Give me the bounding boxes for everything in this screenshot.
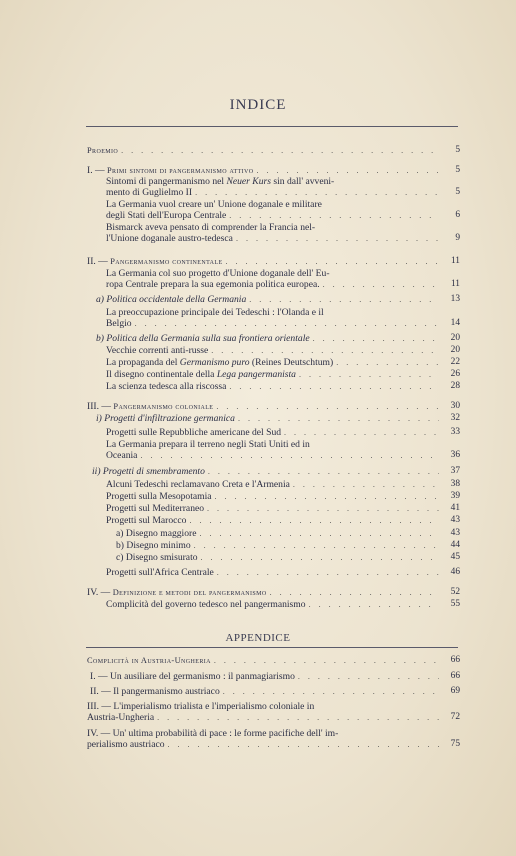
toc-section-3: III. — Pangermanismo coloniale . . . 30 [87,401,460,412]
toc-entry: mento di Guglielmo II . . . 5 [106,187,460,198]
toc-entry: perialismo austriaco . . . 75 [87,739,460,750]
toc-subsection: i) Progetti d'infiltrazione germanica . . . 32 [96,413,460,424]
toc-entry: Progetti sul Marocco . . . 43 [106,515,460,526]
toc-entry-line: IV. — Un' ultima probabilità di pace : le forme pacifiche dell' im- [87,728,339,739]
toc-appendix-heading: Complicità in Austria-Ungheria . . . 66 [87,655,460,666]
toc-entry: La scienza tedesca alla riscossa . . . 28 [106,381,460,392]
toc-entry: Progetti sulle Repubbliche americane del Sud . . . 33 [106,427,460,438]
toc-entry: c) Disegno smisurato . . . 45 [116,552,460,563]
toc-entry-line: Bismarck aveva pensato di comprender la Francia nel- [106,222,316,233]
toc-subsection: b) Politica della Germania sulla sua frontiera orientale . . . 20 [96,333,460,344]
toc-entry: b) Disegno minimo . . . 44 [116,540,460,551]
toc-entry-line: Sintomi di pangermanismo nel Neuer Kurs sin dall' avveni- [106,176,335,187]
toc-entry-line: La Germania vuol creare un' Unione doganale e militare [106,199,322,210]
toc-entry-line: La preoccupazione principale dei Tedeschi : l'Olanda e il [106,307,324,318]
toc-entry-line: La Germania prepara il terreno negli Stati Uniti ed in [106,439,310,450]
toc-entry-proemio: Proemio . . . 5 [87,145,460,156]
toc-entry: l'Unione doganale austro-tedesca . . . 9 [106,233,460,244]
toc-entry: degli Stati dell'Europa Centrale . . . 6 [106,210,460,221]
toc-section-1: I. — Primi sintomi di pangermanismo attivo . . . 5 [87,165,460,176]
toc-section-4: IV. — Definizione e metodi del pangermanismo . . . 52 [87,587,460,598]
toc-entry: Progetti sull'Africa Centrale . . . 46 [106,567,460,578]
toc-entry: Oceania . . . 36 [106,450,460,461]
toc-section-2: II. — Pangermanismo continentale . . . 11 [87,256,460,267]
appendix-rule [86,647,458,648]
toc-entry: I. — Un ausiliare del germanismo : il panmagiarismo . . . 66 [90,671,460,682]
toc-entry: La propaganda del Germanismo puro (Reines Deutschtum) . . . 22 [106,357,460,368]
toc-entry: Complicità del governo tedesco nel pangermanismo . . . 55 [106,599,460,610]
toc-entry: II. — Il pangermanismo austriaco . . . 69 [90,686,460,697]
page-title: INDICE [229,97,287,113]
toc-entry: Progetti sulla Mesopotamia . . . 39 [106,491,460,502]
toc-entry: Austria-Ungheria . . . 72 [87,712,460,723]
toc-entry-line: La Germania col suo progetto d'Unione doganale dell' Eu- [106,268,330,279]
toc-entry: Progetti sul Mediterraneo . . . 41 [106,503,460,514]
toc-entry: Belgio . . . 14 [106,318,460,329]
toc-subsection: a) Politica occidentale della Germania . . . 13 [96,294,460,305]
toc-subsection: ii) Progetti di smembramento . . . 37 [92,466,460,477]
toc-entry: Vecchie correnti anti-russe . . . 20 [106,345,460,356]
toc-entry-line: III. — L'imperialismo trialista e l'imperialismo coloniale in [87,701,315,712]
toc-entry: Il disegno continentale della Lega pangermanista . . . 26 [106,369,460,380]
toc-entry: Alcuni Tedeschi reclamavano Creta e l'Armenia . . . 38 [106,479,460,490]
toc-entry: ropa Centrale prepara la sua egemonia politica europea. . . . 11 [106,279,460,290]
appendix-title: APPENDICE [225,632,291,644]
toc-entry: a) Disegno maggiore . . . 43 [116,528,460,539]
